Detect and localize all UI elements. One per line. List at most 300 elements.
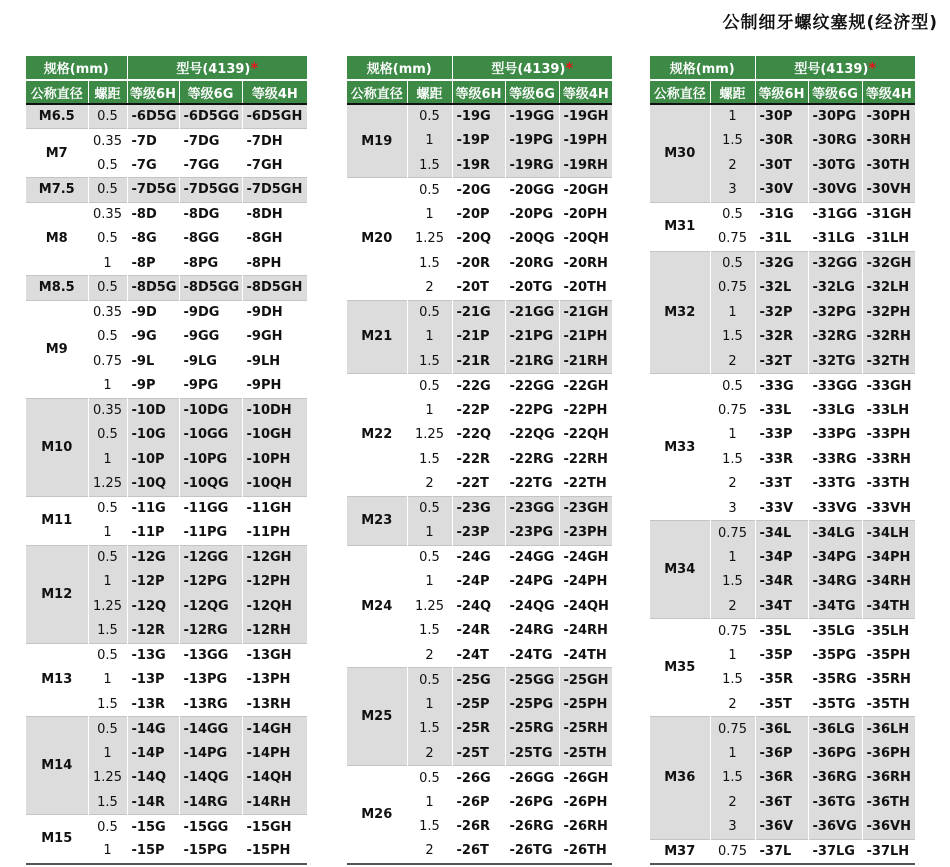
grade-4h-cell: -8GH [242,227,307,252]
grade-6h-cell: -26T [452,839,505,864]
pitch-cell: 1 [88,741,127,766]
pitch-cell: 0.5 [88,643,127,668]
grade-6h-cell: -36R [755,766,808,791]
pitch-cell: 0.35 [88,398,127,423]
pitch-cell: 1 [710,300,755,325]
grade-6g-cell: -19PG [505,129,559,154]
grade-6h-cell: -10Q [127,472,179,497]
col-pitch: 螺距 [88,80,127,104]
table-row [347,104,612,129]
grade-6h-cell: -7D [127,129,179,154]
pitch-cell: 0.5 [710,374,755,399]
pitch-cell: 1.5 [88,692,127,717]
pitch-cell: 1 [88,374,127,399]
grade-6g-cell: -26GG [505,766,559,791]
grade-4h-cell: -34LH [862,521,915,546]
grade-6h-cell: -25G [452,668,505,693]
grade-6h-cell: -35P [755,643,808,668]
grade-4h-cell: -7D5GH [242,178,307,203]
pitch-cell: 0.75 [88,349,127,374]
grade-6g-cell: -20GG [505,178,559,203]
grade-6h-cell: -36P [755,741,808,766]
grade-4h-cell: -9PH [242,374,307,399]
grade-4h-cell: -22TH [559,472,612,497]
grade-6g-cell: -22GG [505,374,559,399]
nominal-diameter-cell: M31 [650,202,710,251]
grade-6g-cell: -8D5GG [179,276,242,301]
grade-6h-cell: -33P [755,423,808,448]
grade-6h-cell: -25R [452,717,505,742]
pitch-cell: 0.35 [88,202,127,227]
grade-6h-cell: -30V [755,178,808,203]
grade-6h-cell: -8D [127,202,179,227]
grade-4h-cell: -21RH [559,349,612,374]
grade-4h-cell: -14RH [242,790,307,815]
grade-6g-cell: -21RG [505,349,559,374]
nominal-diameter-cell: M13 [26,643,88,717]
table-row [347,374,612,399]
grade-6h-cell: -20Q [452,227,505,252]
grade-4h-cell: -25GH [559,668,612,693]
grade-6g-cell: -14GG [179,717,242,742]
grade-6h-cell: -25T [452,741,505,766]
col-pitch: 螺距 [710,80,755,104]
grade-6g-cell: -14PG [179,741,242,766]
pitch-cell: 2 [407,276,452,301]
grade-4h-cell: -22RH [559,447,612,472]
pitch-cell: 0.5 [710,202,755,227]
grade-6g-cell: -24GG [505,545,559,570]
pitch-cell: 1 [407,692,452,717]
grade-6g-cell: -8DG [179,202,242,227]
grade-6h-cell: -33V [755,496,808,521]
grade-4h-cell: -20RH [559,251,612,276]
model-header: 型号(4139)* [452,56,612,80]
grade-6g-cell: -31GG [808,202,862,227]
grade-4h-cell: -36RH [862,766,915,791]
pitch-cell: 2 [710,153,755,178]
col-grade-6h: 等级6H [452,80,505,104]
table-row [650,251,915,276]
grade-4h-cell: -26TH [559,839,612,864]
table-row [26,643,307,668]
pitch-cell: 2 [407,741,452,766]
pitch-cell: 1 [407,129,452,154]
grade-6h-cell: -9P [127,374,179,399]
table-row [347,545,612,570]
pitch-cell: 0.5 [407,300,452,325]
grade-6h-cell: -19P [452,129,505,154]
grade-6h-cell: -30P [755,104,808,129]
grade-6h-cell: -9D [127,300,179,325]
pitch-cell: 0.5 [88,717,127,742]
grade-4h-cell: -10QH [242,472,307,497]
grade-6g-cell: -10PG [179,447,242,472]
grade-4h-cell: -12PH [242,570,307,595]
grade-4h-cell: -26RH [559,815,612,840]
pitch-cell: 0.5 [407,766,452,791]
grade-6g-cell: -34PG [808,545,862,570]
nominal-diameter-cell: M34 [650,521,710,619]
grade-4h-cell: -19GH [559,104,612,129]
grade-6g-cell: -8GG [179,227,242,252]
grade-6g-cell: -19RG [505,153,559,178]
grade-6h-cell: -8D5G [127,276,179,301]
grade-6h-cell: -33L [755,398,808,423]
grade-6g-cell: -32PG [808,300,862,325]
nominal-diameter-cell: M10 [26,398,88,496]
table-row [26,300,307,325]
grade-4h-cell: -36VH [862,815,915,840]
grade-6g-cell: -23GG [505,496,559,521]
grade-4h-cell: -36TH [862,790,915,815]
grade-6g-cell: -24PG [505,570,559,595]
col-grade-6g: 等级6G [179,80,242,104]
pitch-cell: 1.5 [710,766,755,791]
grade-6g-cell: -21PG [505,325,559,350]
pitch-cell: 1.25 [88,472,127,497]
grade-4h-cell: -36PH [862,741,915,766]
pitch-cell: 3 [710,496,755,521]
grade-6h-cell: -26R [452,815,505,840]
grade-6h-cell: -24P [452,570,505,595]
grade-4h-cell: -21GH [559,300,612,325]
pitch-cell: 0.5 [88,227,127,252]
table-row [26,276,307,301]
grade-6h-cell: -24G [452,545,505,570]
grade-6h-cell: -13P [127,668,179,693]
grade-6h-cell: -34P [755,545,808,570]
grade-6h-cell: -14R [127,790,179,815]
grade-4h-cell: -36LH [862,717,915,742]
grade-4h-cell: -26PH [559,790,612,815]
table-row [650,104,915,129]
grade-6g-cell: -35PG [808,643,862,668]
grade-6h-cell: -20R [452,251,505,276]
grade-4h-cell: -13RH [242,692,307,717]
page-title: 公制细牙螺纹塞规(经济型) [722,13,938,33]
col-grade-4h: 等级4H [242,80,307,104]
grade-6h-cell: -13R [127,692,179,717]
grade-4h-cell: -34RH [862,570,915,595]
grade-4h-cell: -20PH [559,202,612,227]
pitch-cell: 2 [710,790,755,815]
pitch-cell: 1.5 [710,668,755,693]
pitch-cell: 0.5 [88,325,127,350]
grade-6h-cell: -10G [127,423,179,448]
grade-6h-cell: -23G [452,496,505,521]
pitch-cell: 0.75 [710,839,755,864]
nominal-diameter-cell: M30 [650,104,710,202]
grade-6h-cell: -21P [452,325,505,350]
grade-6h-cell: -25P [452,692,505,717]
grade-4h-cell: -20GH [559,178,612,203]
grade-4h-cell: -23PH [559,521,612,546]
pitch-cell: 2 [710,349,755,374]
grade-6g-cell: -10DG [179,398,242,423]
spec-header: 规格(mm) [347,56,452,80]
nominal-diameter-cell: M21 [347,300,407,374]
pitch-cell: 1 [88,668,127,693]
grade-6g-cell: -9LG [179,349,242,374]
thread-gauge-table-3 [650,56,915,865]
grade-4h-cell: -33VH [862,496,915,521]
star-mark: * [250,59,259,77]
grade-4h-cell: -33PH [862,423,915,448]
grade-6g-cell: -36VG [808,815,862,840]
grade-6g-cell: -36RG [808,766,862,791]
grade-6g-cell: -35LG [808,619,862,644]
grade-4h-cell: -10DH [242,398,307,423]
pitch-cell: 2 [710,472,755,497]
pitch-cell: 1 [407,325,452,350]
pitch-cell: 1 [710,423,755,448]
grade-6g-cell: -33GG [808,374,862,399]
grade-6h-cell: -14Q [127,766,179,791]
pitch-cell: 1 [88,570,127,595]
pitch-cell: 1.5 [710,325,755,350]
grade-4h-cell: -8DH [242,202,307,227]
table-row [26,104,307,129]
nominal-diameter-cell: M25 [347,668,407,766]
grade-6g-cell: -12PG [179,570,242,595]
grade-6g-cell: -22RG [505,447,559,472]
pitch-cell: 0.5 [88,276,127,301]
grade-6h-cell: -9L [127,349,179,374]
grade-6g-cell: -10QG [179,472,242,497]
grade-6g-cell: -26PG [505,790,559,815]
grade-6h-cell: -34L [755,521,808,546]
table-row [26,545,307,570]
pitch-cell: 0.75 [710,227,755,252]
pitch-cell: 1 [407,202,452,227]
grade-4h-cell: -33RH [862,447,915,472]
grade-4h-cell: -19RH [559,153,612,178]
grade-6g-cell: -12QG [179,594,242,619]
grade-6g-cell: -32GG [808,251,862,276]
grade-6g-cell: -34RG [808,570,862,595]
grade-6g-cell: -32TG [808,349,862,374]
pitch-cell: 1 [88,521,127,546]
pitch-cell: 0.5 [407,374,452,399]
pitch-cell: 1 [88,839,127,864]
grade-4h-cell: -14PH [242,741,307,766]
grade-6g-cell: -7DG [179,129,242,154]
grade-4h-cell: -32GH [862,251,915,276]
grade-4h-cell: -32PH [862,300,915,325]
pitch-cell: 1.5 [88,619,127,644]
pitch-cell: 3 [710,178,755,203]
pitch-cell: 1 [710,741,755,766]
grade-6h-cell: -35L [755,619,808,644]
pitch-cell: 1 [407,398,452,423]
grade-6h-cell: -13G [127,643,179,668]
grade-6g-cell: -25GG [505,668,559,693]
grade-4h-cell: -7GH [242,153,307,178]
grade-6h-cell: -22P [452,398,505,423]
pitch-cell: 3 [710,815,755,840]
grade-6g-cell: -36TG [808,790,862,815]
grade-6g-cell: -6D5GG [179,104,242,129]
grade-6g-cell: -32LG [808,276,862,301]
grade-6h-cell: -14G [127,717,179,742]
grade-6g-cell: -22QG [505,423,559,448]
grade-6h-cell: -35T [755,692,808,717]
grade-6g-cell: -14RG [179,790,242,815]
grade-4h-cell: -26GH [559,766,612,791]
grade-6g-cell: -33RG [808,447,862,472]
table-row [650,619,915,644]
col-nominal-diameter: 公称直径 [26,80,88,104]
grade-4h-cell: -7DH [242,129,307,154]
grade-4h-cell: -11GH [242,496,307,521]
grade-6g-cell: -30RG [808,129,862,154]
col-grade-6g: 等级6G [505,80,559,104]
nominal-diameter-cell: M36 [650,717,710,840]
pitch-cell: 1.5 [407,447,452,472]
nominal-diameter-cell: M37 [650,839,710,864]
nominal-diameter-cell: M24 [347,545,407,668]
spec-header: 规格(mm) [26,56,127,80]
pitch-cell: 2 [407,472,452,497]
nominal-diameter-cell: M8 [26,202,88,276]
pitch-cell: 0.5 [88,496,127,521]
grade-6h-cell: -6D5G [127,104,179,129]
table-body [26,104,307,864]
grade-4h-cell: -24PH [559,570,612,595]
grade-6g-cell: -12GG [179,545,242,570]
grade-6h-cell: -20G [452,178,505,203]
grade-4h-cell: -22GH [559,374,612,399]
grade-6h-cell: -31L [755,227,808,252]
nominal-diameter-cell: M23 [347,496,407,545]
grade-6g-cell: -25PG [505,692,559,717]
grade-4h-cell: -34TH [862,594,915,619]
grade-6h-cell: -15G [127,815,179,840]
grade-4h-cell: -9DH [242,300,307,325]
nominal-diameter-cell: M15 [26,815,88,864]
thread-gauge-table-2 [347,56,612,865]
pitch-cell: 0.75 [710,398,755,423]
pitch-cell: 1 [407,521,452,546]
pitch-cell: 1.5 [407,815,452,840]
grade-6g-cell: -13GG [179,643,242,668]
grade-4h-cell: -32LH [862,276,915,301]
grade-4h-cell: -10PH [242,447,307,472]
grade-6g-cell: -11PG [179,521,242,546]
grade-6h-cell: -30R [755,129,808,154]
grade-4h-cell: -30TH [862,153,915,178]
pitch-cell: 2 [710,594,755,619]
grade-4h-cell: -35TH [862,692,915,717]
grade-6g-cell: -36LG [808,717,862,742]
grade-6h-cell: -19G [452,104,505,129]
table-row [26,717,307,742]
grade-4h-cell: -25RH [559,717,612,742]
nominal-diameter-cell: M33 [650,374,710,521]
grade-6g-cell: -20TG [505,276,559,301]
pitch-cell: 2 [710,692,755,717]
nominal-diameter-cell: M7.5 [26,178,88,203]
nominal-diameter-cell: M12 [26,545,88,643]
pitch-cell: 0.35 [88,300,127,325]
grade-4h-cell: -24QH [559,594,612,619]
grade-6g-cell: -15PG [179,839,242,864]
pitch-cell: 0.5 [88,104,127,129]
grade-6g-cell: -22TG [505,472,559,497]
table-row [650,202,915,227]
grade-4h-cell: -9LH [242,349,307,374]
pitch-cell: 0.5 [88,178,127,203]
grade-6h-cell: -12P [127,570,179,595]
grade-6h-cell: -35R [755,668,808,693]
table-row [26,398,307,423]
grade-6h-cell: -24T [452,643,505,668]
grade-6g-cell: -13RG [179,692,242,717]
grade-6h-cell: -21R [452,349,505,374]
grade-6h-cell: -19R [452,153,505,178]
table-row [347,178,612,203]
grade-4h-cell: -25TH [559,741,612,766]
grade-6g-cell: -34LG [808,521,862,546]
grade-4h-cell: -12QH [242,594,307,619]
grade-6g-cell: -23PG [505,521,559,546]
grade-6h-cell: -22Q [452,423,505,448]
grade-6h-cell: -21G [452,300,505,325]
pitch-cell: 1.25 [88,594,127,619]
grade-6h-cell: -26G [452,766,505,791]
pitch-cell: 1.25 [407,423,452,448]
nominal-diameter-cell: M9 [26,300,88,398]
grade-6h-cell: -34R [755,570,808,595]
grade-6g-cell: -13PG [179,668,242,693]
nominal-diameter-cell: M26 [347,766,407,864]
pitch-cell: 1 [710,643,755,668]
grade-4h-cell: -10GH [242,423,307,448]
grade-6g-cell: -26TG [505,839,559,864]
grade-6g-cell: -33PG [808,423,862,448]
grade-6h-cell: -11P [127,521,179,546]
grade-6h-cell: -8G [127,227,179,252]
grade-6h-cell: -33G [755,374,808,399]
spec-header: 规格(mm) [650,56,755,80]
nominal-diameter-cell: M7 [26,129,88,178]
grade-6g-cell: -35TG [808,692,862,717]
pitch-cell: 0.5 [88,815,127,840]
grade-6g-cell: -33VG [808,496,862,521]
grade-6g-cell: -14QG [179,766,242,791]
grade-6g-cell: -12RG [179,619,242,644]
grade-6h-cell: -32G [755,251,808,276]
grade-6g-cell: -10GG [179,423,242,448]
col-nominal-diameter: 公称直径 [347,80,407,104]
table-row [347,668,612,693]
pitch-cell: 2 [407,839,452,864]
nominal-diameter-cell: M8.5 [26,276,88,301]
grade-6g-cell: -35RG [808,668,862,693]
grade-4h-cell: -13PH [242,668,307,693]
table-row [650,717,915,742]
grade-6g-cell: -31LG [808,227,862,252]
pitch-cell: 1 [407,570,452,595]
grade-6g-cell: -7D5GG [179,178,242,203]
grade-6h-cell: -8P [127,251,179,276]
nominal-diameter-cell: M6.5 [26,104,88,129]
table-row [26,202,307,227]
grade-6h-cell: -9G [127,325,179,350]
grade-6h-cell: -23P [452,521,505,546]
grade-6g-cell: -15GG [179,815,242,840]
